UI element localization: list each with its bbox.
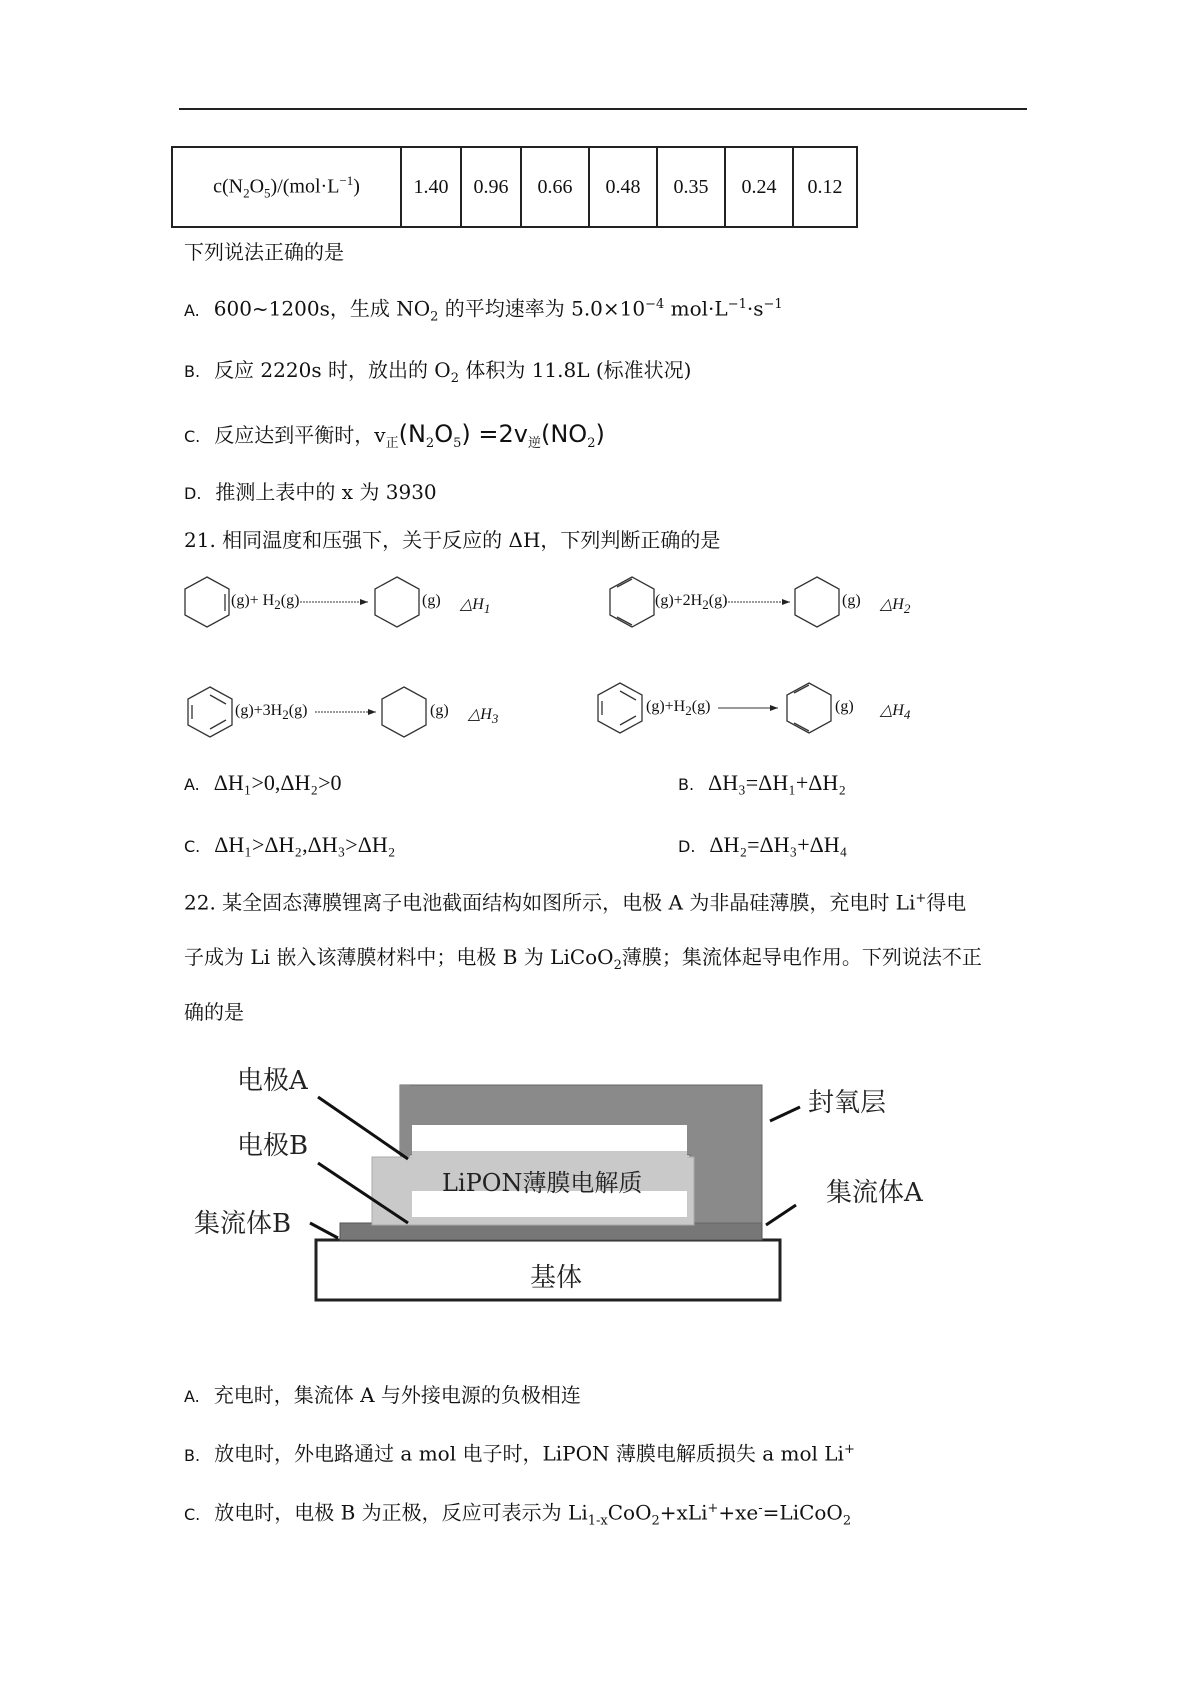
reaction-2-product-label: (g): [842, 592, 861, 609]
collector-b-label: 集流体B: [194, 1209, 292, 1239]
concentration-table: [171, 146, 858, 228]
option-text: +xLi: [659, 1500, 708, 1525]
stem-text: 薄膜；集流体起导电作用。下列说法不正: [621, 945, 982, 969]
q21-option-c[interactable]: [184, 834, 395, 856]
reactant-text: (g)+ H: [231, 592, 275, 609]
option-text: ΔH₁>ΔH₂,ΔH₃>ΔH₂: [214, 832, 396, 857]
option-text: 反应 2220s 时，放出的 O: [214, 358, 451, 382]
header-sub: 5: [264, 185, 271, 201]
q22-stem-line-3: 确的是: [184, 1000, 244, 1024]
cyclohexadiene-ring: [610, 577, 654, 627]
option-letter: D.: [184, 484, 202, 503]
reactant-sub: 2: [685, 703, 692, 719]
q20-option-d[interactable]: [184, 482, 437, 502]
option-text: ) =2v: [461, 420, 528, 448]
option-sub: 2: [587, 436, 596, 451]
reactant-text: (g)+H: [646, 698, 686, 715]
dh-sub: 4: [903, 707, 911, 723]
cyclohexadiene-ring: [787, 683, 831, 733]
option-letter: A.: [184, 1387, 200, 1406]
q22-stem-line-2: [184, 947, 982, 972]
option-letter: B.: [184, 1445, 201, 1465]
q21-option-b[interactable]: [678, 772, 846, 794]
reactant-tail: (g): [691, 698, 711, 715]
option-text: 600~1200s，生成 NO: [213, 296, 431, 321]
option-sub: 2: [842, 1513, 852, 1529]
electrode-a-layer: [412, 1125, 687, 1151]
reaction-4: [598, 683, 831, 733]
option-text: ): [595, 420, 605, 448]
cyclohexane-ring: [382, 687, 426, 737]
option-sub: 1-x: [587, 1513, 608, 1529]
double-bond-line: [210, 695, 226, 704]
option-text: O: [434, 420, 454, 448]
benzene-ring: [188, 687, 232, 737]
delta-h4-label: [880, 700, 910, 723]
option-sup: +: [707, 1501, 719, 1516]
electrode-b-label: 电极B: [237, 1131, 309, 1161]
q20-prompt: 下列说法正确的是: [184, 240, 344, 264]
double-bond-line: [210, 720, 226, 729]
option-letter: A.: [184, 775, 200, 794]
delta-h2-label: [880, 594, 910, 617]
reactant-sub: 2: [274, 597, 281, 613]
dh-text: △H: [880, 702, 904, 719]
option-text: ΔH₁>0,ΔH₂>0: [213, 770, 342, 795]
q22-stem-line-1: [184, 892, 966, 913]
q20-option-a[interactable]: [184, 298, 783, 324]
option-sub: 5: [453, 436, 462, 451]
dh-sub: 3: [491, 711, 499, 727]
option-text: 放电时，外电路通过 a mol 电子时，LiPON 薄膜电解质损失 a mol Li: [214, 1441, 844, 1466]
option-sup: +: [843, 1442, 855, 1457]
pointer-line-seal: [770, 1107, 800, 1121]
reaction-3-reactant-label: [235, 702, 307, 723]
reaction-3-product-label: (g): [430, 702, 449, 719]
option-text: ΔH₂=ΔH₃+ΔH₄: [709, 832, 848, 857]
reactant-tail: (g): [280, 592, 300, 609]
double-bond-line: [617, 579, 632, 587]
double-bond-line: [620, 716, 636, 725]
stem-sup: +: [915, 891, 927, 906]
stem-sub: 2: [613, 958, 622, 973]
reactant-tail: (g): [708, 592, 728, 609]
cyclohexane-ring: [375, 577, 419, 627]
option-text: +xe: [718, 1500, 759, 1525]
option-sup: -: [758, 1501, 763, 1516]
option-text: 反应达到平衡时，v: [214, 423, 386, 447]
table-cell: 0.12: [793, 147, 857, 227]
electrolyte-label: LiPON薄膜电解质: [442, 1169, 643, 1197]
header-sub: 2: [243, 185, 250, 201]
option-text: (N: [398, 420, 426, 448]
reaction-4-product-label: (g): [835, 698, 854, 715]
table-cell: 1.40: [401, 147, 461, 227]
q21-prompt: 21. 相同温度和压强下，关于反应的 ΔH，下列判断正确的是: [184, 528, 721, 552]
reaction-4-reactant-label: [646, 698, 710, 719]
stem-text: 子成为 Li 嵌入该薄膜材料中；电极 B 为 LiCoO: [184, 945, 614, 969]
option-text: (NO: [540, 420, 588, 448]
option-letter: C.: [184, 837, 201, 856]
option-sub: 2: [450, 371, 459, 386]
reactant-text: (g)+3H: [235, 702, 283, 719]
reactant-text: (g)+2H: [655, 592, 703, 609]
header-exp: −1: [339, 172, 354, 188]
reactant-sub: 2: [282, 707, 289, 723]
table-cell: 0.66: [521, 147, 589, 227]
option-sup: −4: [645, 297, 665, 312]
pointer-line-collector-a: [766, 1205, 796, 1225]
dh-text: △H: [880, 596, 904, 613]
option-sup: −1: [763, 297, 783, 312]
table-cell: 0.96: [461, 147, 521, 227]
table-row: [172, 147, 857, 227]
option-sub: 2: [430, 309, 439, 325]
option-letter: D.: [678, 837, 696, 856]
stem-text: 得电: [926, 890, 967, 915]
table-header-cell: $c(N_2O_5)/(mol\cdot L^{-1})$: [172, 147, 401, 227]
table-cell: 0.24: [725, 147, 793, 227]
option-letter: C.: [184, 1504, 201, 1524]
header-unit: mol·L: [289, 175, 340, 198]
reaction-1-reactant-label: [231, 592, 299, 613]
q20-option-c[interactable]: [184, 422, 605, 450]
header-species: N: [228, 175, 244, 198]
option-sub: 2: [651, 1513, 660, 1529]
q20-option-b[interactable]: [184, 360, 691, 385]
dh-text: △H: [460, 596, 484, 613]
option-text: 的平均速率为 5.0×10: [438, 296, 646, 321]
q21-option-d[interactable]: [678, 834, 847, 856]
option-text: 体积为 11.8L (标准状况): [458, 358, 692, 382]
q22-option-a[interactable]: [184, 1385, 581, 1405]
table-cell: 0.35: [657, 147, 725, 227]
option-sub: 逆: [527, 436, 541, 451]
double-bond-line: [617, 617, 632, 625]
header-o: O: [249, 175, 265, 198]
option-letter: C.: [184, 427, 201, 446]
substrate-label: 基体: [530, 1263, 583, 1293]
option-sub: 正: [385, 436, 399, 451]
option-letter: B.: [184, 362, 201, 381]
header-rule: [179, 108, 1027, 110]
stem-text: 22. 某全固态薄膜锂离子电池截面结构如图所示，电极 A 为非晶硅薄膜，充电时 Li: [184, 890, 916, 915]
header-prefix: c: [213, 175, 222, 198]
pointer-line-collector-b: [310, 1223, 338, 1238]
option-text: ·s: [746, 296, 764, 321]
q22-option-c[interactable]: [184, 1502, 851, 1528]
option-text: 推测上表中的 x 为 3930: [215, 480, 437, 504]
collector-a-label: 集流体A: [826, 1178, 923, 1208]
table-cell: 0.48: [589, 147, 657, 227]
dh-sub: 1: [483, 601, 491, 617]
seal-layer-label: 封氧层: [808, 1088, 887, 1118]
delta-h3-label: [468, 704, 498, 727]
reactant-tail: (g): [288, 702, 308, 719]
reactant-sub: 2: [702, 597, 709, 613]
option-text: 放电时，电极 B 为正极，反应可表示为 Li: [214, 1500, 588, 1525]
reaction-1: [185, 577, 419, 627]
option-text: =LiCoO: [762, 1500, 843, 1525]
dh-text: △H: [468, 706, 492, 723]
dh-sub: 2: [903, 601, 911, 617]
electrode-a-label: 电极A: [237, 1066, 308, 1096]
double-bond-line: [794, 685, 809, 693]
pointer-line-electrode-a: [318, 1097, 408, 1159]
reaction-1-product-label: (g): [422, 592, 441, 609]
option-sup: −1: [727, 297, 747, 312]
double-bond-line: [620, 691, 636, 700]
benzene-ring: [598, 683, 642, 733]
q22-option-b[interactable]: [184, 1443, 855, 1464]
option-text: CoO: [607, 1500, 652, 1525]
reaction-2-reactant-label: [655, 592, 727, 613]
option-sub: 2: [425, 436, 435, 451]
option-letter: B.: [678, 775, 695, 794]
delta-h1-label: [460, 594, 490, 617]
cyclohexene-ring: [185, 577, 229, 627]
option-text: mol·L: [664, 296, 728, 321]
option-text: ΔH₃=ΔH₁+ΔH₂: [708, 770, 846, 795]
current-collector-strip: [340, 1223, 762, 1240]
double-bond-line: [794, 723, 809, 731]
option-letter: A.: [184, 300, 200, 320]
q21-option-a[interactable]: [184, 772, 341, 794]
cyclohexane-ring: [795, 577, 839, 627]
option-text: 充电时，集流体 A 与外接电源的负极相连: [213, 1383, 581, 1407]
